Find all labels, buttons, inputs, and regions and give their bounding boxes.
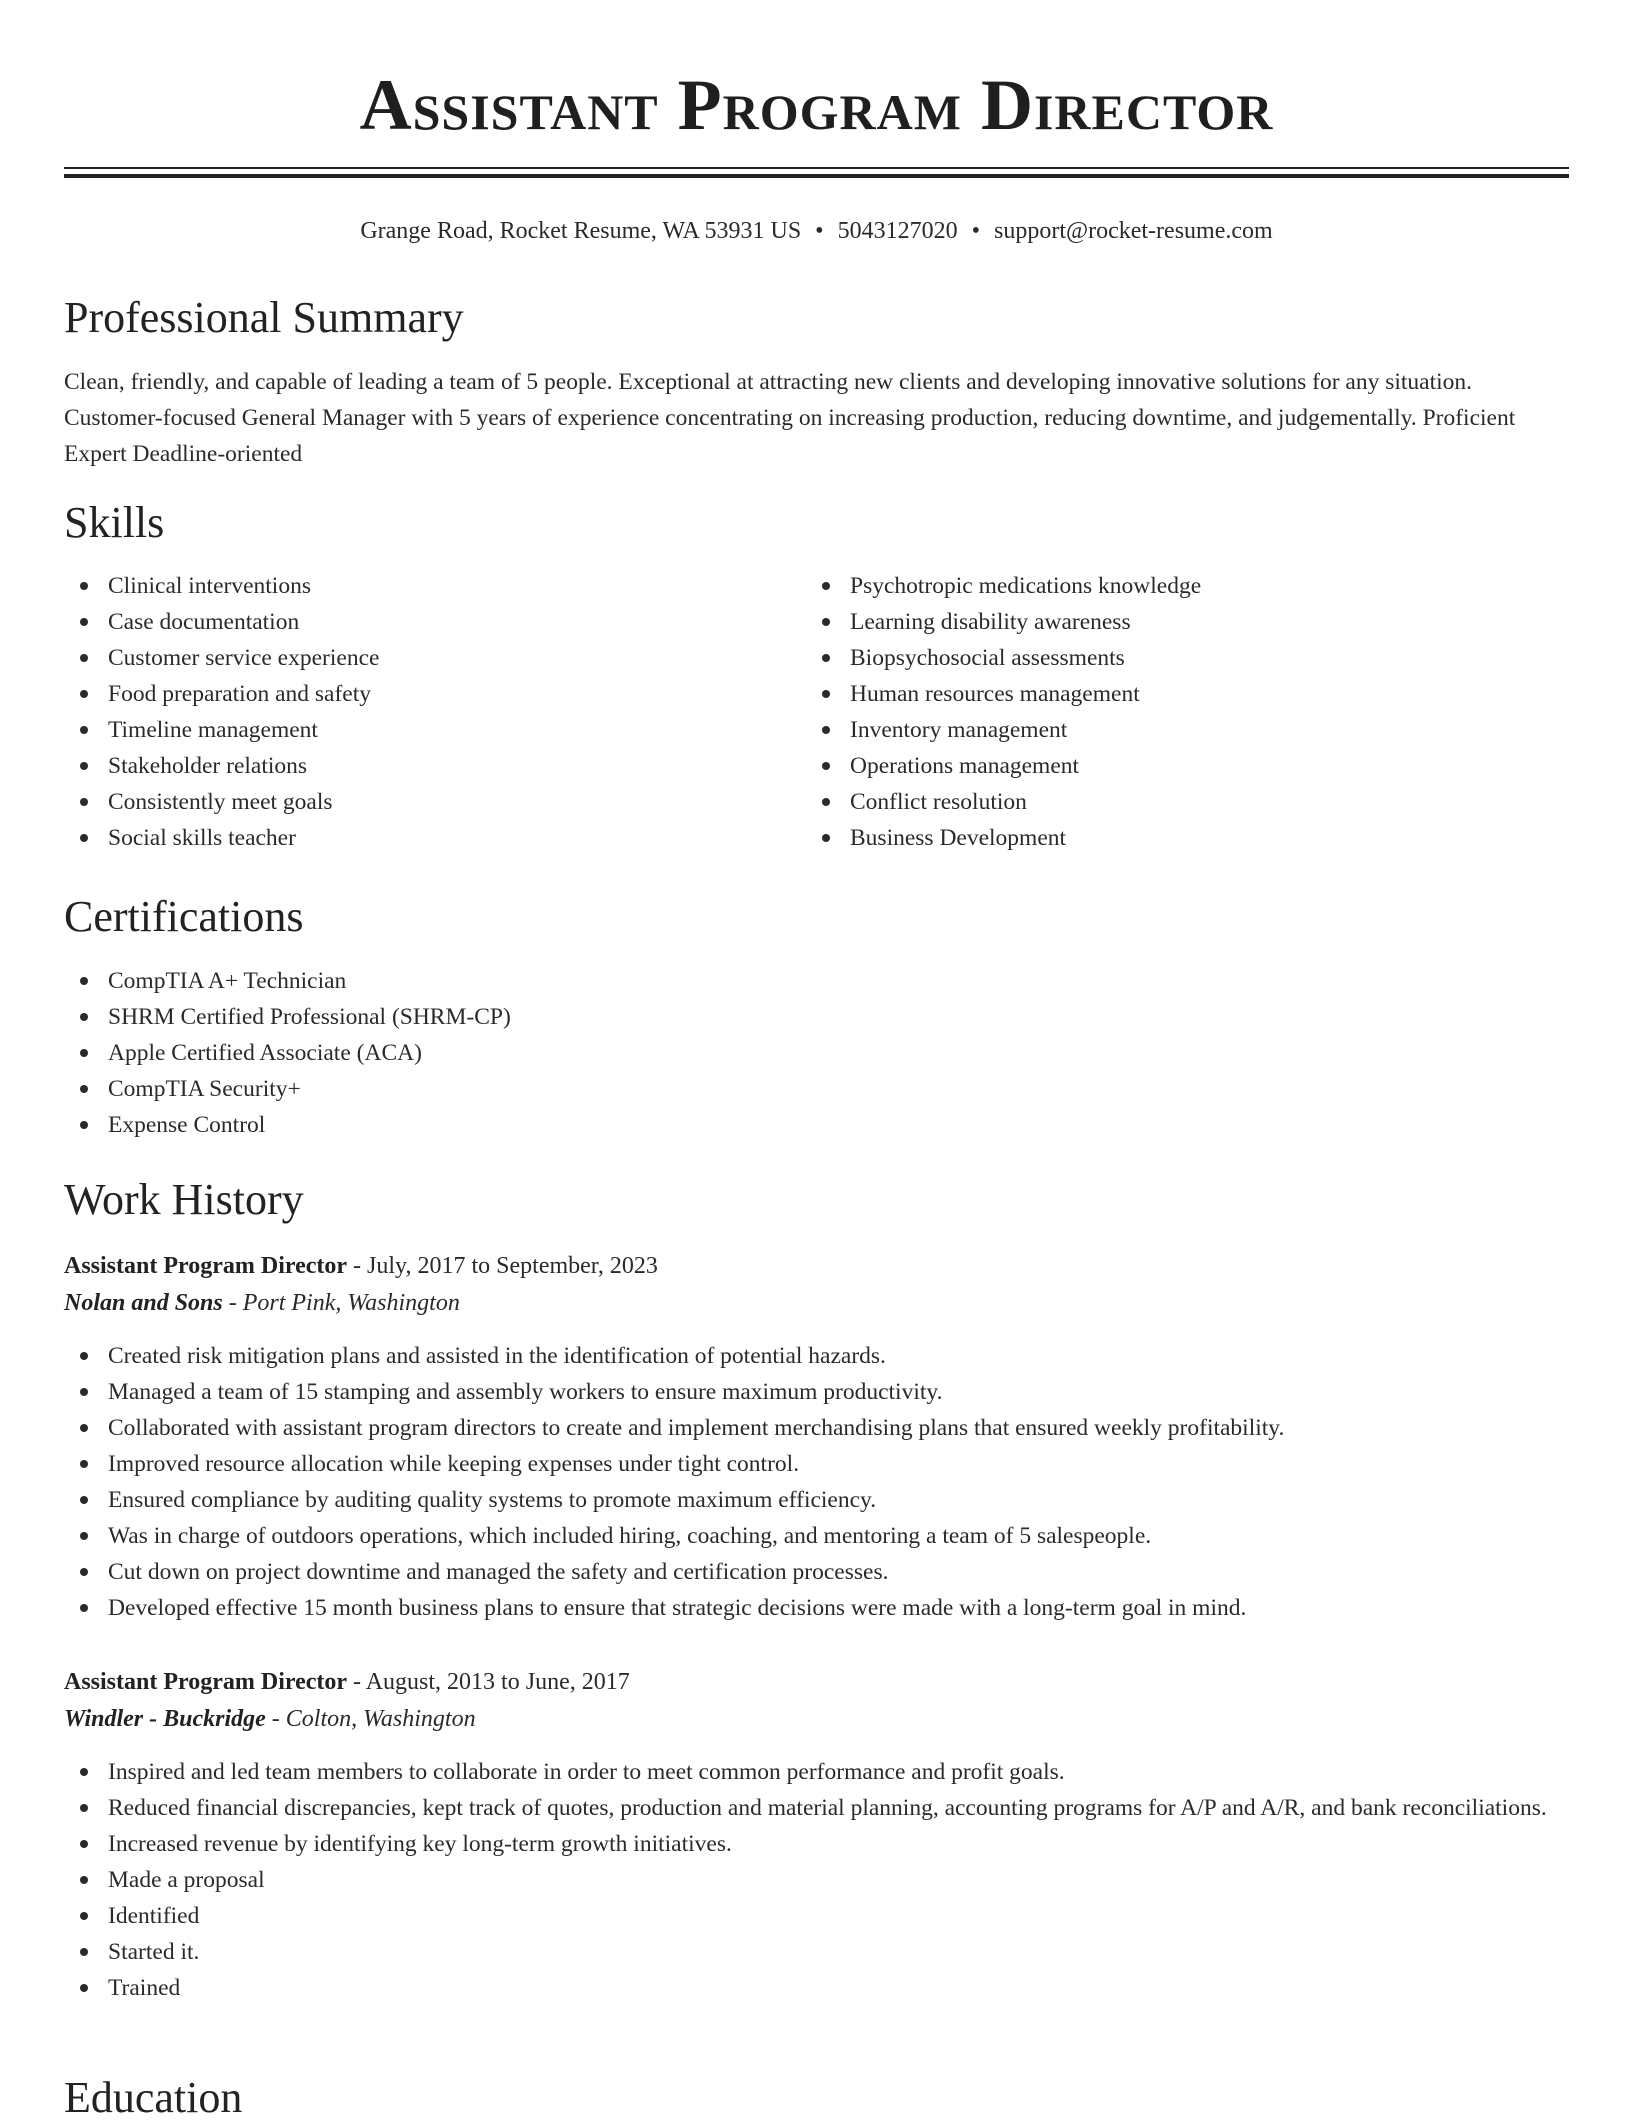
- job-title-line: [64, 1248, 658, 1284]
- list-item: Developed effective 15 month business plans to ensure that strategic decisions were made with a long-term goal in mind.: [64, 1590, 1564, 1626]
- skills-list-right: [806, 568, 1566, 856]
- job-bullets: [64, 1754, 1564, 2006]
- list-item: Biopsychosocial assessments: [806, 640, 1566, 676]
- list-item: Business Development: [806, 820, 1566, 856]
- certifications-list: [64, 963, 1564, 1143]
- list-item: Psychotropic medications knowledge: [806, 568, 1566, 604]
- contact-separator: •: [971, 218, 980, 244]
- list-item: Increased revenue by identifying key long-term growth initiatives.: [64, 1826, 1564, 1862]
- section-title-summary: Professional Summary: [64, 293, 464, 342]
- candidate-name: Assistant Program Director: [359, 65, 1274, 145]
- job-location: - Port Pink, Washington: [228, 1290, 460, 1316]
- list-item: Trained: [64, 1970, 1564, 2006]
- section-title-skills: Skills: [64, 498, 165, 547]
- list-item: Cut down on project downtime and managed the safety and certification processes.: [64, 1554, 1564, 1590]
- list-item: Identified: [64, 1898, 1564, 1934]
- list-item: CompTIA A+ Technician: [64, 963, 1564, 999]
- contact-line: [64, 214, 1569, 248]
- skills-list-left: [64, 568, 794, 856]
- list-item: Case documentation: [64, 604, 794, 640]
- list-item: Expense Control: [64, 1107, 1564, 1143]
- list-item: Timeline management: [64, 712, 794, 748]
- list-item: Conflict resolution: [806, 784, 1566, 820]
- contact-phone: 5043127020: [837, 218, 958, 244]
- job-dates: - July, 2017 to September, 2023: [353, 1253, 658, 1279]
- list-item: Reduced financial discrepancies, kept track of quotes, production and material planning, accounting programs for A/P and A/R, and bank reconciliations.: [64, 1790, 1564, 1826]
- summary-text: Clean, friendly, and capable of leading a team of 5 people. Exceptional at attracting new clients and developing innovative solutions for any situation. Customer-focused General Manager with 5 years of experience concentrating on increasing production, reducing downtime, and judgementally. Proficient Expert Deadline-oriented: [64, 369, 1516, 467]
- list-item: Made a proposal: [64, 1862, 1564, 1898]
- list-item: Created risk mitigation plans and assisted in the identification of potential hazards.: [64, 1338, 1564, 1374]
- list-item: CompTIA Security+: [64, 1071, 1564, 1107]
- list-item: Social skills teacher: [64, 820, 794, 856]
- job-location: - Colton, Washington: [271, 1706, 476, 1732]
- list-item: Improved resource allocation while keeping expenses under tight control.: [64, 1446, 1564, 1482]
- list-item: Collaborated with assistant program directors to create and implement merchandising plans that ensured weekly profitability.: [64, 1410, 1564, 1446]
- list-item: Operations management: [806, 748, 1566, 784]
- contact-separator: •: [815, 218, 824, 244]
- header-rule-thick: [64, 174, 1569, 178]
- list-item: Human resources management: [806, 676, 1566, 712]
- section-title-work-history: Work History: [64, 1175, 304, 1224]
- job-company: Nolan and Sons: [64, 1290, 223, 1316]
- list-item: Was in charge of outdoors operations, which included hiring, coaching, and mentoring a team of 5 salespeople.: [64, 1518, 1564, 1554]
- list-item: Apple Certified Associate (ACA): [64, 1035, 1564, 1071]
- section-title-certifications: Certifications: [64, 892, 304, 941]
- job-title-line: [64, 1664, 630, 1700]
- contact-email[interactable]: support@rocket-resume.com: [993, 218, 1273, 244]
- list-item: Inspired and led team members to collaborate in order to meet common performance and profit goals.: [64, 1754, 1564, 1790]
- list-item: Inventory management: [806, 712, 1566, 748]
- list-item: Started it.: [64, 1934, 1564, 1970]
- job-company-line: [64, 1285, 460, 1321]
- list-item: Consistently meet goals: [64, 784, 794, 820]
- section-title-education: Education: [64, 2073, 243, 2122]
- job-dates: - August, 2013 to June, 2017: [353, 1669, 630, 1695]
- contact-address: Grange Road, Rocket Resume, WA 53931 US: [360, 218, 802, 244]
- list-item: Ensured compliance by auditing quality systems to promote maximum efficiency.: [64, 1482, 1564, 1518]
- list-item: Learning disability awareness: [806, 604, 1566, 640]
- header-rule-thin: [64, 167, 1569, 169]
- list-item: Managed a team of 15 stamping and assembly workers to ensure maximum productivity.: [64, 1374, 1564, 1410]
- list-item: SHRM Certified Professional (SHRM-CP): [64, 999, 1564, 1035]
- job-company: Windler - Buckridge: [64, 1706, 266, 1732]
- job-role: Assistant Program Director: [64, 1253, 348, 1279]
- job-company-line: [64, 1701, 476, 1737]
- resume-page: [64, 0, 1569, 2122]
- list-item: Stakeholder relations: [64, 748, 794, 784]
- job-role: Assistant Program Director: [64, 1669, 348, 1695]
- list-item: Food preparation and safety: [64, 676, 794, 712]
- job-bullets: [64, 1338, 1564, 1626]
- list-item: Customer service experience: [64, 640, 794, 676]
- list-item: Clinical interventions: [64, 568, 794, 604]
